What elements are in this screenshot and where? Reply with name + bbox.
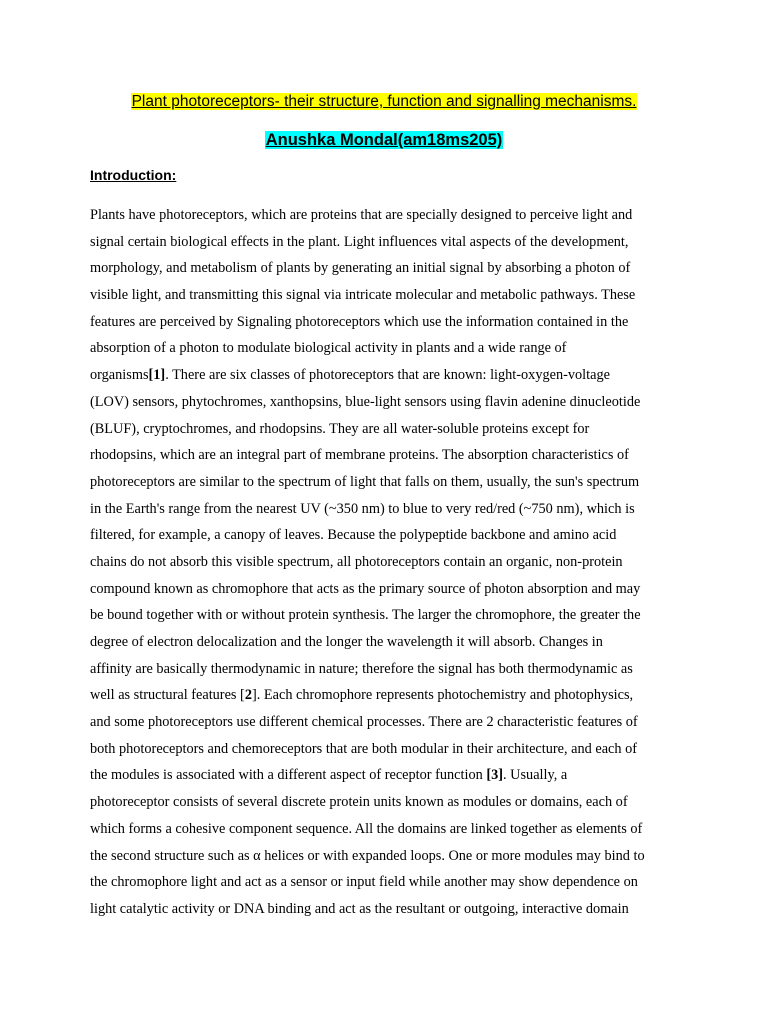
paragraph-line: [90, 309, 680, 336]
line-text: ]. Each chromophore represents photochemistry and photophysics,: [251, 687, 634, 704]
line-text: well as structural features [: [90, 687, 245, 704]
paragraph-line: [90, 682, 680, 709]
line-text: photoreceptor consists of several discrete protein units known as modules or domains, each of: [90, 794, 628, 811]
document-title-text: Plant photoreceptors- their structure, function and signalling mechanisms.: [131, 93, 637, 110]
paragraph-line: [90, 602, 680, 629]
line-text: affinity are basically thermodynamic in nature; therefore the signal has both thermodynamic as: [90, 660, 633, 677]
line-text: chains do not absorb this visible spectrum, all photoreceptors contain an organic, non-protein: [90, 553, 623, 570]
paragraph-line: [90, 522, 680, 549]
paragraph-line: [90, 202, 680, 229]
line-text: morphology, and metabolism of plants by generating an initial signal by absorbing a photon of: [90, 260, 631, 277]
line-text: visible light, and transmitting this signal via intricate molecular and metabolic pathways. These: [90, 287, 636, 304]
author-line: [0, 129, 768, 151]
document-title: [0, 92, 768, 112]
paragraph-line: [90, 789, 680, 816]
citation-ref: [3]: [486, 767, 504, 784]
line-text: features are perceived by Signaling photoreceptors which use the information contained in the: [90, 313, 629, 330]
line-text: and some photoreceptors use different chemical processes. There are 2 characteristic features of: [90, 714, 638, 731]
paragraph-line: [90, 843, 680, 870]
line-text: which forms a cohesive component sequence. All the domains are linked together as elements of: [90, 820, 643, 837]
paragraph-line: [90, 576, 680, 603]
paragraph-line: [90, 496, 680, 523]
line-text: Plants have photoreceptors, which are proteins that are specially designed to perceive light and: [90, 207, 633, 223]
line-text: be bound together with or without protein synthesis. The larger the chromophore, the greater the: [90, 607, 641, 624]
line-text: photoreceptors are similar to the spectrum of light that falls on them, usually, the sun's spectrum: [90, 473, 640, 490]
line-text: filtered, for example, a canopy of leaves. Because the polypeptide backbone and amino acid: [90, 527, 617, 544]
citation-ref: 2: [244, 687, 252, 704]
section-heading-introduction: Introduction:: [90, 167, 177, 183]
paragraph-line: [90, 335, 680, 362]
line-text: the second structure such as α helices or with expanded loops. One or more modules may bind to: [90, 847, 645, 864]
line-text: absorption of a photon to modulate biological activity in plants and a wide range of: [90, 340, 567, 357]
paragraph-line: [90, 416, 680, 443]
paragraph-line: [90, 869, 680, 896]
paragraph-line: [90, 442, 680, 469]
paragraph-line: [90, 389, 680, 416]
line-text: . There are six classes of photoreceptors that are known: light-oxygen-voltage: [165, 367, 610, 384]
paragraph-line: [90, 896, 680, 923]
line-text: degree of electron delocalization and the longer the wavelength it will absorb. Changes in: [90, 634, 603, 650]
line-text: (BLUF), cryptochromes, and rhodopsins. They are all water-soluble proteins except for: [90, 420, 590, 437]
paragraph-line: [90, 255, 680, 282]
paragraph-line: [90, 709, 680, 736]
line-text: the chromophore light and act as a sensor or input field while another may show dependence on: [90, 874, 638, 891]
line-text: rhodopsins, which are an integral part of membrane proteins. The absorption characteristics of: [90, 447, 629, 464]
line-text: light catalytic activity or DNA binding and act as the resultant or outgoing, interactive domain: [90, 900, 629, 917]
line-text: the modules is associated with a different aspect of receptor function: [90, 767, 487, 784]
introduction-paragraph: [90, 202, 680, 923]
line-text: compound known as chromophore that acts as the primary source of photon absorption and may: [90, 580, 641, 597]
paragraph-line: [90, 762, 680, 789]
paragraph-line: [90, 282, 680, 309]
line-text: organisms: [90, 367, 149, 384]
paragraph-line: [90, 549, 680, 576]
line-text: signal certain biological effects in the plant. Light influences vital aspects of the development,: [90, 233, 629, 250]
paragraph-line: [90, 816, 680, 843]
line-text: . Usually, a: [503, 767, 568, 784]
paragraph-line: [90, 629, 680, 656]
line-text: (LOV) sensors, phytochromes, xanthopsins, blue-light sensors using flavin adenine dinucleotide: [90, 393, 641, 410]
citation-ref: [1]: [148, 367, 166, 384]
paragraph-line: [90, 736, 680, 763]
paragraph-line: [90, 229, 680, 256]
paragraph-line: [90, 469, 680, 496]
line-text: in the Earth's range from the nearest UV (~350 nm) to blue to very red/red (~750 nm), which is: [90, 500, 635, 517]
paragraph-line: [90, 656, 680, 683]
paragraph-line: [90, 362, 680, 389]
author-name: Anushka Mondal(am18ms205): [265, 131, 503, 149]
line-text: both photoreceptors and chemoreceptors that are both modular in their architecture, and each of: [90, 740, 638, 757]
